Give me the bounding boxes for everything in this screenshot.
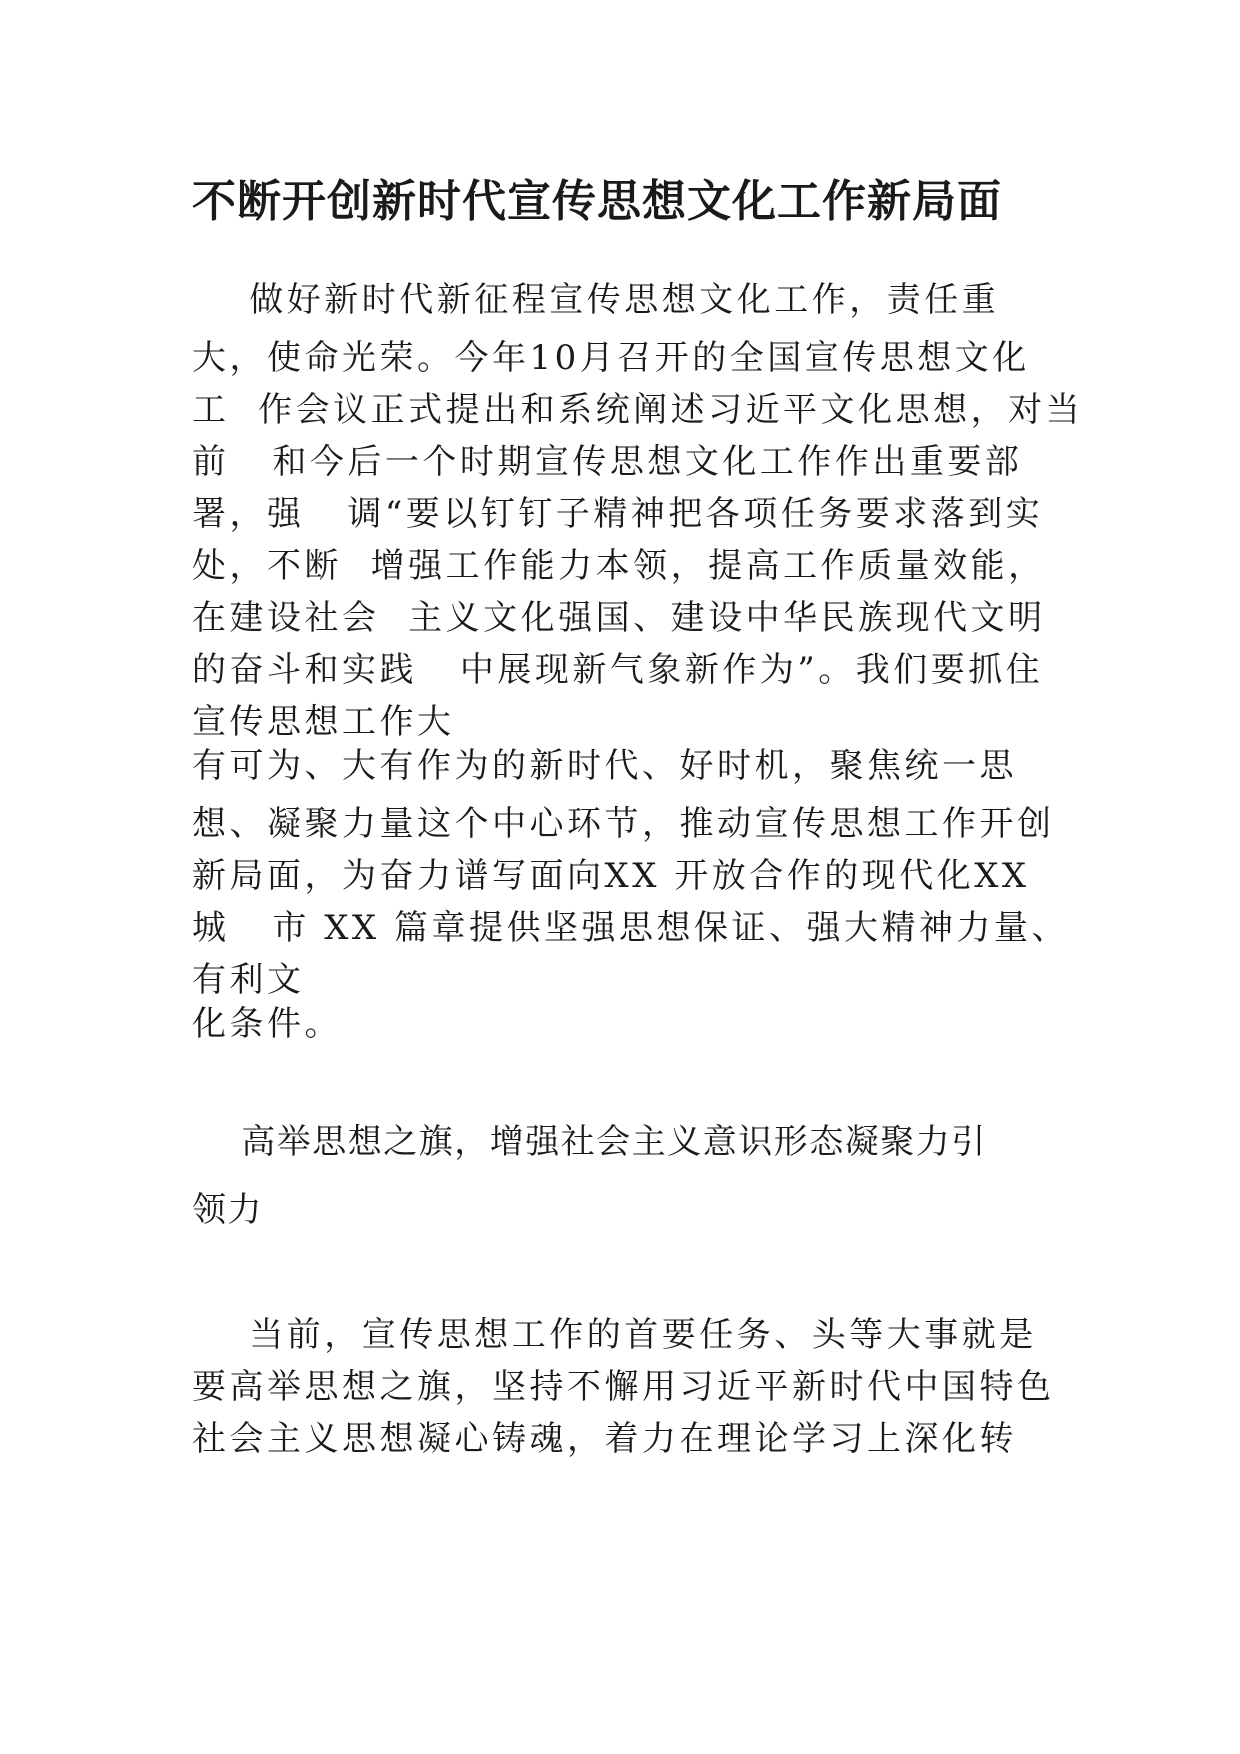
paragraph-line: 新局面，为奋力谱写面向XX 开放合作的现代化XX (192, 856, 1030, 896)
paragraph-line: 大，使命光荣。今年10月召开的全国宣传思想文化 (192, 338, 1030, 378)
paragraph-line: 做好新时代新征程宣传思想文化工作，责任重 (192, 280, 1000, 320)
paragraph-line: 当前，宣传思想工作的首要任务、头等大事就是 (192, 1315, 1037, 1355)
paragraph-line: 城 市 XX 篇章提供坚强思想保证、强大精神力量、 (192, 908, 1069, 948)
document-title: 不断开创新时代宣传思想文化工作新局面 (192, 176, 1002, 227)
paragraph-line: 宣传思想工作大 (192, 702, 455, 742)
paragraph-line: 有可为、大有作为的新时代、好时机，聚焦统一思 (192, 746, 1017, 786)
paragraph-line: 工 作会议正式提出和系统阐述习近平文化思想，对当 (192, 390, 1084, 430)
paragraph-line: 化条件。 (192, 1004, 342, 1044)
paragraph-line: 有利文 (192, 960, 305, 1000)
paragraph-line: 在建设社会 主义文化强国、建设中华民族现代文明 (192, 598, 1046, 638)
paragraph-line: 处，不断 增强工作能力本领，提高工作质量效能， (192, 546, 1046, 586)
paragraph-line: 前 和今后一个时期宣传思想文化工作作出重要部 (192, 442, 1023, 482)
paragraph-line: 想、凝聚力量这个中心环节，推动宣传思想工作开创 (192, 804, 1055, 844)
section-heading-line: 高举思想之旗，增强社会主义意识形态凝聚力引 (192, 1122, 987, 1162)
paragraph-line: 社会主义思想凝心铸魂，着力在理论学习上深化转 (192, 1419, 1017, 1459)
paragraph-line: 的奋斗和实践 中展现新气象新作为”。我们要抓住 (192, 650, 1044, 690)
paragraph-line: 署，强 调“要以钉钉子精神把各项任务要求落到实 (192, 494, 1044, 534)
paragraph-line: 要高举思想之旗，坚持不懈用习近平新时代中国特色 (192, 1367, 1055, 1407)
section-heading-line: 领力 (192, 1190, 263, 1230)
